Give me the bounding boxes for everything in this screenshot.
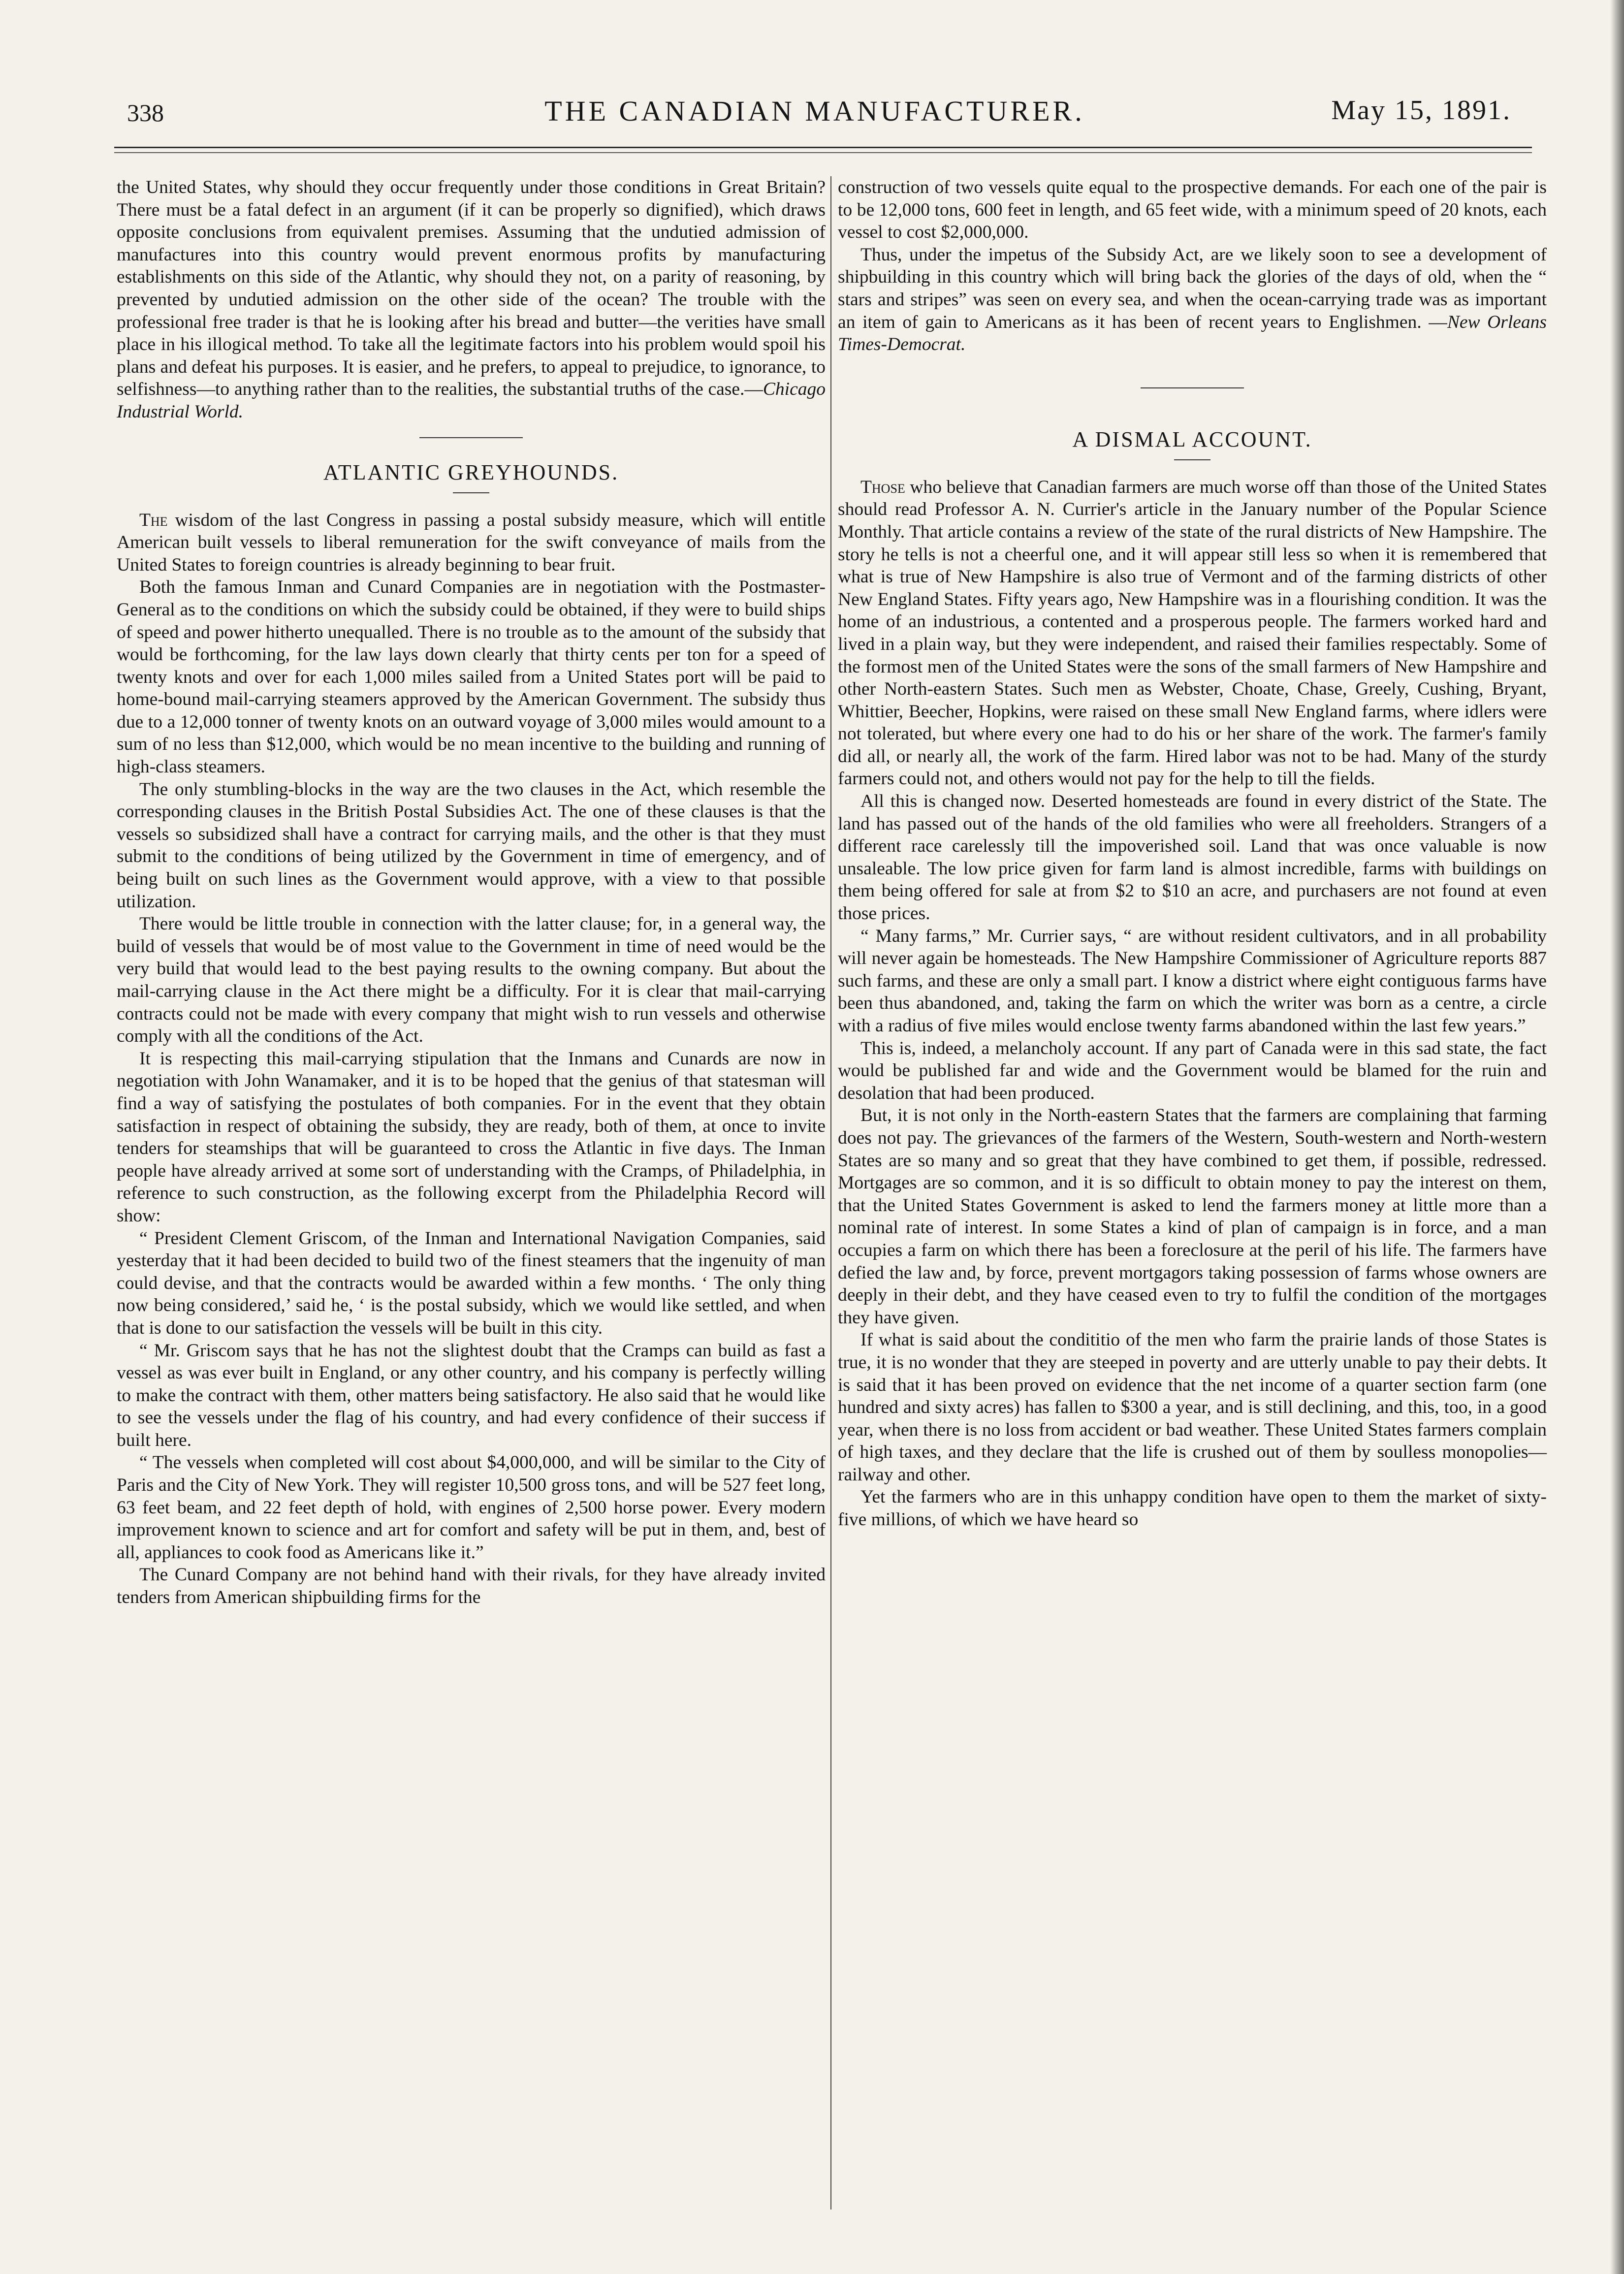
article-paragraph: This is, indeed, a melancholy account. If any part of Canada were in this sad state, the fact would be published far and wide and the Government would be blamed for the ruin and desolation that had been produced. bbox=[838, 1038, 1547, 1103]
masthead bbox=[118, 88, 1511, 142]
article-title-dismal: A DISMAL ACCOUNT. bbox=[1072, 427, 1312, 451]
paragraph-text: wisdom of the last Congress in passing a postal subsidy measure, which will entitle American built vessels to liberal remuneration for the swift conveyance of mails from the United States to foreign countries is already beginning to bear fruit. bbox=[117, 510, 826, 575]
intro-paragraph bbox=[117, 176, 826, 423]
header-rule bbox=[114, 147, 1532, 153]
title-rule bbox=[453, 492, 489, 493]
intro-source: Chicago Industrial World. bbox=[117, 379, 826, 422]
article-paragraph: It is respecting this mail-carrying stipulation that the Inmans and Cunards are now in negotiation with John Wanamaker, and it is to be hoped that the genius of that statesman will find a way of satisfying the postulates of both companies. For in the event that they obtain satisfaction in respect of obtaining the subsidy, they are ready, both of them, at once to invite tenders for steamships that will be guaranteed to cross the Atlantic in five days. The Inman people have already arrived at some sort of understanding with the Cramps, of Philadelphia, in reference to such construction, as the following excerpt from the Philadelphia Record will show: bbox=[117, 1048, 826, 1226]
quote-paragraph: “ Many farms,” Mr. Currier says, “ are without resident cultivators, and in all probability will never again be homesteads. The New Hampshire Commissioner of Agriculture reports 887 such farms, and these are only a small part. I know a district where eight contiguous farms have been thus abandoned, and, taking the farm on which the writer was born as a centre, a circle with a radius of five miles would enclose twenty farms abandoned within the last few years.” bbox=[838, 926, 1547, 1036]
quote-paragraph: “ President Clement Griscom, of the Inman and International Navigation Companies, said yesterday that it had been decided to build two of the finest steamers that the ingenuity of man could devise, and that the contracts would be awarded within a few months. ‘ The only thing now being considered,’ said he, ‘ is the postal subsidy, which we would like settled, and when that is done to our satisfaction the vessels will be built in this city. bbox=[117, 1228, 826, 1338]
column-rule bbox=[830, 176, 831, 2210]
title-rule bbox=[1174, 459, 1210, 460]
right-column bbox=[838, 176, 1547, 1531]
article-lead: Those bbox=[860, 477, 905, 497]
article-paragraph: But, it is not only in the North-eastern States that the farmers are complaining that farming does not pay. The grievances of the farmers of the Western, South-western and North-western States are so many and so great that they have combined to get them, if possible, redressed. Mortgages are so common, and it is so difficult to obtain money to pay the interest on them, that the United States Government is asked to lend the farmers money at little more than a nominal rate of interest. In some States a kind of plan of campaign is in force, and a man occupies a farm on which there has been a foreclosure at the peril of his life. The farmers have defied the law and, by force, prevent mortgagors taking possession of farms whose owners are deeply in their debt, and they have ceased even to try to fulfil the condition of the mortgages they have given. bbox=[838, 1105, 1547, 1328]
section-divider bbox=[1141, 387, 1244, 388]
article-paragraph bbox=[838, 476, 1547, 790]
paragraph-text: who believe that Canadian farmers are much worse off than those of the United States should read Professor A. N. Currier's article in the January number of the Popular Science Monthly. That article contains a review of the state of the rural districts of New Hampshire. The story he tells is not a cheerful one, and it will appear still less so when it is remembered that what is true of New Hampshire is also true of Vermont and of the farming districts of other New England States. Fifty years ago, New Hampshire was in a flourishing condition. It was the home of an industrious, a contented and a prosperous people. The farmers worked hard and lived in a plain way, but they were independent, and raised their families respectably. Some of the formost men of the United States were the sons of the small farmers of New Hampshire and other North-eastern States. Such men as Webster, Choate, Chase, Greely, Cushing, Bryant, Whittier, Beecher, Hopkins, were raised on these small New England farms, where idlers were not tolerated, but where every one had to do his or her share of the work. The farmer's family did all, or nearly all, the work of the farm. Hired labor was not to be had. Many of the sturdy farmers could not, and others would not pay for the help to till the fields. bbox=[838, 477, 1547, 789]
continuation-text: Thus, under the impetus of the Subsidy Act, are we likely soon to see a development of shipbuilding in this country which will bring back the glories of the days of old, when the “ stars and stripes” was seen on every sea, and when the ocean-carrying trade was as important an item of gain to Americans as it has been of recent years to Englishmen. — bbox=[838, 244, 1547, 332]
left-column bbox=[117, 176, 826, 1609]
page-number: 338 bbox=[127, 99, 164, 127]
quote-paragraph: “ Mr. Griscom says that he has not the slightest doubt that the Cramps can build as fast a vessel as was ever built in England, or any other country, and his company is perfectly willing to make the contract with them, other matters being satisfactory. He also said that he would like to see the vessels under the flag of his country, and had every confidence of their success if built here. bbox=[117, 1340, 826, 1450]
section-divider bbox=[419, 437, 523, 438]
article-paragraph: The Cunard Company are not behind hand with their rivals, for they have already invited tenders from American shipbuilding firms for the bbox=[117, 1565, 826, 1608]
continuation-paragraph: construction of two vessels quite equal to the prospective demands. For each one of the pair is to be 12,000 tons, 600 feet in length, and 65 feet wide, with a minimum speed of 20 knots, each vessel to cost $2,000,000. bbox=[838, 177, 1547, 243]
article-lead: The bbox=[139, 510, 168, 530]
article-paragraph: The only stumbling-blocks in the way are the two clauses in the Act, which resemble the corresponding clauses in the British Postal Subsidies Act. The one of these clauses is that the vessels so subsidized shall have a contract for carrying mails, and the other is that they must submit to the conditions of being utilized by the Government in time of emergency, and of being built on such lines as the Government would approve, with a view to that possible utilization. bbox=[117, 779, 826, 912]
page-edge-shadow bbox=[1610, 0, 1624, 2274]
continuation-source: New Orleans Times-Democrat. bbox=[838, 312, 1547, 355]
article-title-atlantic: ATLANTIC GREYHOUNDS. bbox=[323, 460, 619, 484]
article-paragraph: Yet the farmers who are in this unhappy condition have open to them the market of sixty-five millions, of which we have heard so bbox=[838, 1487, 1547, 1530]
continuation-paragraph bbox=[838, 244, 1547, 356]
issue-date: May 15, 1891. bbox=[1331, 95, 1511, 126]
article-paragraph bbox=[117, 509, 826, 577]
quote-paragraph: “ The vessels when completed will cost about $4,000,000, and will be similar to the City of Paris and the City of New York. They will register 10,500 gross tons, and will be 527 feet long, 63 feet beam, and 22 feet depth of hold, with engines of 2,500 horse power. Every modern improvement known to science and art for comfort and safety will be put in them, and, best of all, appliances to cook food as Americans like it.” bbox=[117, 1452, 826, 1563]
intro-text: the United States, why should they occur frequently under those conditions in Great Britain? There must be a fatal defect in an argument (if it can be properly so dignified), which draws opposite conclusions from equivalent premises. Assuming that the undutied admission of manufactures into this country would prevent enormous profits by manufacturing establishments on this side of the Atlantic, why should they not, on a parity of reasoning, by prevented by undutied admission on the other side of the ocean? The trouble with the professional free trader is that he is looking after his bread and butter—the verities have small place in his illogical method. To take all the legitimate factors into his problem would spoil his plans and defeat his purposes. It is easier, and he prefers, to appeal to prejudice, to ignorance, to selfishness—to anything rather than to the realities, the substantial truths of the case.— bbox=[117, 177, 826, 400]
article-paragraph: All this is changed now. Deserted homesteads are found in every district of the State. The land has passed out of the hands of the old families who were all freeholders. Strangers of a different race carelessly till the impoverished soil. Land that was once valuable is now unsaleable. The low price given for farm land is almost incredible, farms with buildings on them being offered for sale at from $2 to $10 an acre, and purchasers are not found at even those prices. bbox=[838, 791, 1547, 924]
article-paragraph: If what is said about the condititio of the men who farm the prairie lands of those States is true, it is no wonder that they are steeped in poverty and are utterly unable to pay their debts. It is said that it has been proved on evidence that the net income of a quarter section farm (one hundred and sixty acres) has fallen to $300 a year, and is still declining, and this, too, in a good year, when there is no loss from accident or bad weather. These United States farmers complain of high taxes, and they declare that the life is crushed out of them by soulless monopolies—railway and other. bbox=[838, 1330, 1547, 1485]
article-paragraph: There would be little trouble in connection with the latter clause; for, in a general way, the build of vessels that would be of most value to the Government in time of need would be the very build that would lead to the best paying results to the owning company. But about the mail-carrying clause in the Act there might be a difficulty. For it is clear that mail-carrying contracts could not be made with every company that might wish to run vessels and otherwise comply with all the conditions of the Act. bbox=[117, 914, 826, 1047]
publication-title: THE CANADIAN MANUFACTURER. bbox=[544, 95, 1085, 127]
article-paragraph: Both the famous Inman and Cunard Companies are in negotiation with the Postmaster-General as to the conditions on which the subsidy could be obtained, if they were to build ships of speed and power hitherto unequalled. There is no trouble as to the amount of the subsidy that would be forthcoming, for the law lays down clearly that thirty cents per ton for a speed of twenty knots and over for each 1,000 miles sailed from a United States port will be paid to home-bound mail-carrying steamers approved by the American Government. The subsidy thus due to a 12,000 tonner of twenty knots on an outward voyage of 3,000 miles would amount to a sum of no less than $12,000, which would be no mean incentive to the building and running of high-class steamers. bbox=[117, 577, 826, 777]
